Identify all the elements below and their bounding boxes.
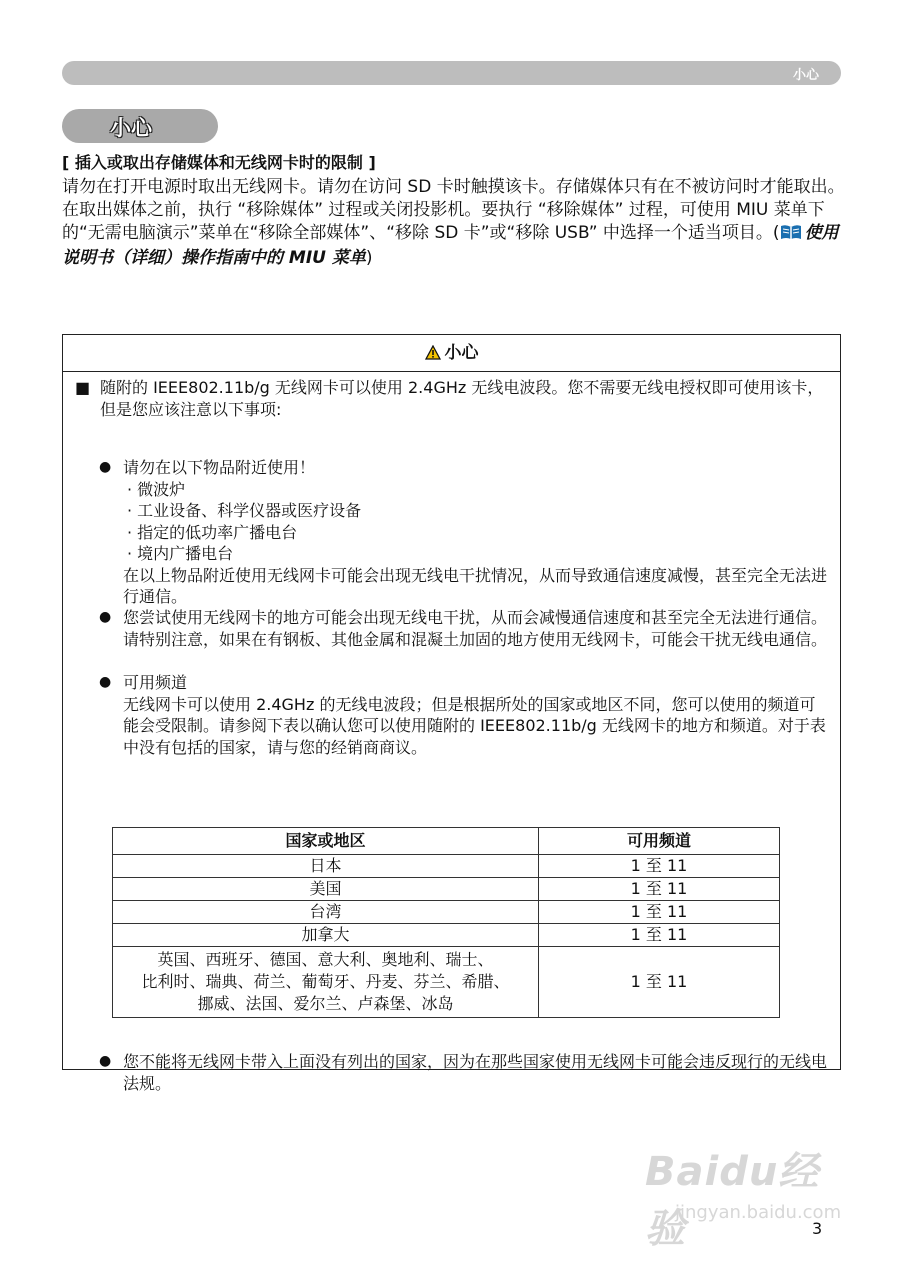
channel-table [112, 827, 780, 1018]
bullet-2-text: 您尝试使用无线网卡的地方可能会出现无线电干扰，从而会减慢通信速度和甚至完全无法进行通信。请特别注意，如果在有钢板、其他金属和混凝土加固的地方使用无线网卡，可能会干扰无线电通信。 [123, 608, 828, 649]
caution-header [63, 335, 840, 372]
bullet-item-4 [99, 1051, 829, 1094]
caution-box [62, 334, 841, 1093]
bullet-dot-icon: ● [99, 459, 112, 475]
sub-item: · 工业设备、科学仪器或医疗设备 [127, 501, 362, 520]
bullet-1-note: 在以上物品附近使用无线网卡可能会出现无线电干扰情况，从而导致通信速度减慢，甚至完全无法进行通信。 [123, 565, 828, 606]
bullet-item-3 [99, 672, 829, 758]
table-row [113, 947, 780, 1018]
bullet-item-2 [99, 607, 829, 650]
square-bullet-icon: ■ [75, 378, 91, 397]
baidu-watermark [640, 1140, 860, 1252]
table-cell-region: 日本 [113, 855, 539, 878]
section-title: 小心 [110, 116, 152, 140]
manual-reference: 使用说明书（详细）操作指南中的 MIU 菜单 [62, 223, 839, 268]
table-cell-region: 美国 [113, 878, 539, 901]
square-bullet-text: 随附的 IEEE802.11b/g 无线网卡可以使用 2.4GHz 无线电波段。您不需要无线电授权即可使用该卡，但是您应该注意以下事项: [100, 378, 824, 419]
table-header-channels: 可用频道 [539, 828, 780, 855]
table-row [113, 924, 780, 947]
bullet-dot-icon: ● [99, 609, 112, 625]
header-bar [62, 61, 841, 85]
caution-title: 小心 [444, 343, 479, 363]
intro-paragraph-2-text: 在取出媒体之前，执行 “移除媒体” 过程或关闭投影机。要执行 “移除媒体” 过程，可使用 MIU 菜单下的“无需电脑演示”菜单在“移除全部媒体”、“移除 SD 卡”或“移除 USB” 中选择一个适当项目。( [62, 200, 825, 243]
region-line: 比利时、瑞典、荷兰、葡萄牙、丹麦、芬兰、希腊、 [141, 972, 510, 991]
page-number: 3 [812, 1219, 823, 1238]
table-header-region: 国家或地区 [113, 828, 539, 855]
warning-triangle-icon [425, 337, 441, 373]
intro-heading: [ 插入或取出存储媒体和无线网卡时的限制 ] [62, 153, 376, 172]
bullet-dot-icon: ● [99, 1053, 112, 1069]
table-cell-channels: 1 至 11 [539, 878, 780, 901]
section-title-badge [62, 109, 218, 143]
close-paren: ) [365, 248, 373, 268]
header-section-label: 小心 [792, 68, 819, 83]
sub-item: · 境内广播电台 [127, 544, 234, 563]
region-line: 英国、西班牙、德国、意大利、奥地利、瑞士、 [157, 950, 494, 969]
table-cell-channels: 1 至 11 [539, 924, 780, 947]
sub-item: · 指定的低功率广播电台 [127, 522, 298, 542]
table-cell-region: 加拿大 [113, 924, 539, 947]
bullet-3-title: 可用频道 [123, 673, 188, 692]
bullet-4-text: 您不能将无线网卡带入上面没有列出的国家，因为在那些国家使用无线网卡可能会违反现行的无线电法规。 [123, 1052, 828, 1093]
square-bullet-item [75, 377, 825, 420]
intro-paragraph-2 [62, 199, 846, 270]
region-line: 挪威、法国、爱尔兰、卢森堡、冰岛 [197, 994, 454, 1013]
sub-item: · 微波炉 [127, 479, 186, 499]
bullet-item-1 [99, 457, 829, 608]
table-cell-region: 台湾 [113, 901, 539, 924]
table-header-row [113, 828, 780, 855]
table-cell-channels: 1 至 11 [539, 947, 780, 1018]
bullet-dot-icon: ● [99, 674, 112, 690]
bullet-1-title: 请勿在以下物品附近使用！ [123, 458, 316, 477]
book-icon [780, 224, 802, 247]
table-cell-region-multi [113, 947, 539, 1018]
table-row [113, 878, 780, 901]
watermark-logo: Baidu经验 [645, 1149, 820, 1252]
table-row [113, 855, 780, 878]
table-cell-channels: 1 至 11 [539, 855, 780, 878]
table-cell-channels: 1 至 11 [539, 901, 780, 924]
bullet-3-text: 无线网卡可以使用 2.4GHz 的无线电波段；但是根据所处的国家或地区不同，您可以使用的频道可能会受限制。请参阅下表以确认您可以使用随附的 IEEE802.11b/g 无线网卡的地方和频道。对于表中没有包括的国家，请与您的经销商商议。 [123, 694, 826, 757]
intro-paragraph-1: 请勿在打开电源时取出无线网卡。请勿在访问 SD 卡时触摸该卡。存储媒体只有在不被访问时才能取出。 [62, 177, 845, 197]
intro-section [62, 151, 846, 270]
watermark-url: jingyan.baidu.com [675, 1202, 842, 1223]
table-row [113, 901, 780, 924]
